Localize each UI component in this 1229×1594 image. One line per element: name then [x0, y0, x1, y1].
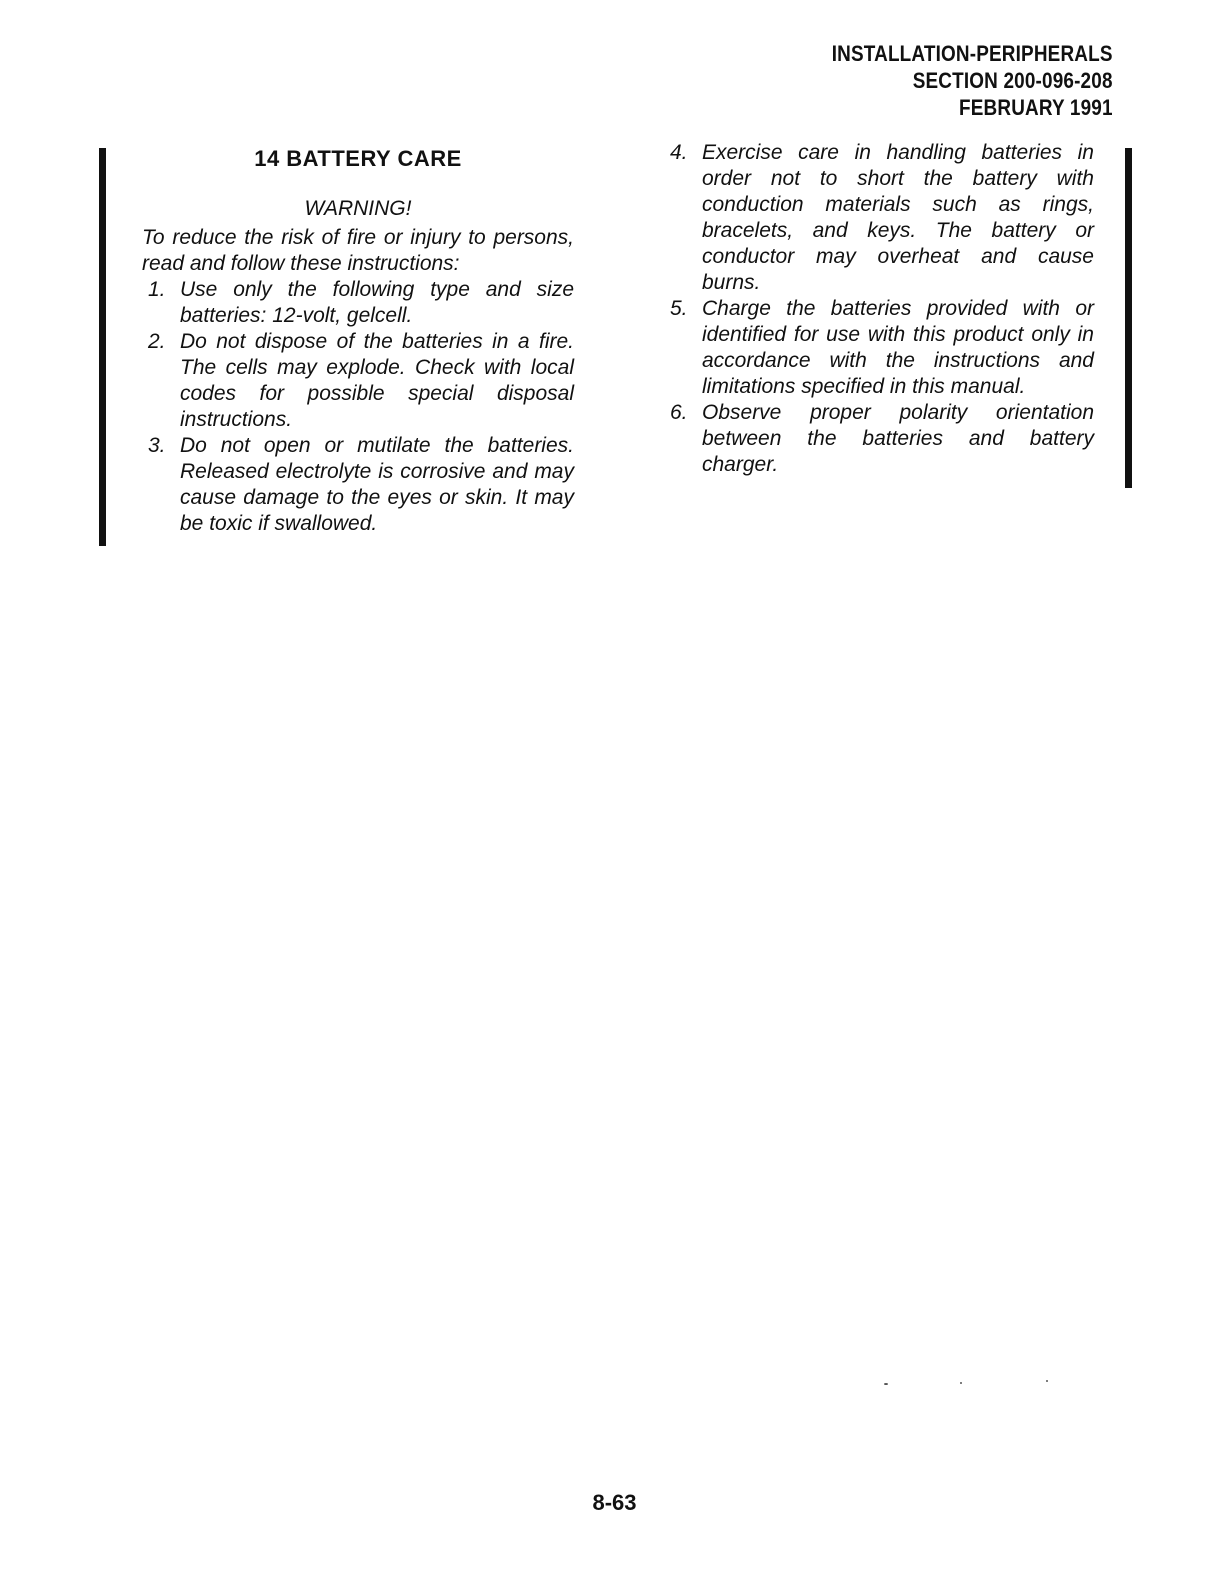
list-item-text: Do not open or mutilate the batteries. Released electrolyte is corrosive and may cause damage to the eyes or skin. It may be toxic if swallowed. [180, 434, 574, 535]
list-item-number: 4. [670, 141, 688, 164]
list-item-number: 1. [148, 278, 166, 301]
list-item-text: Use only the following type and size batteries: 12-volt, gelcell. [180, 278, 574, 327]
change-bar-right [1125, 148, 1132, 488]
list-item [664, 140, 1094, 296]
change-bar-left [99, 148, 106, 546]
scan-speck [1046, 1380, 1048, 1382]
list-item [142, 433, 574, 537]
left-column [142, 140, 574, 537]
list-item-text: Observe proper polarity orientation between the batteries and battery charger. [702, 401, 1094, 476]
scan-speck [960, 1382, 962, 1384]
right-column [664, 140, 1094, 478]
header-section: SECTION 200-096-208 [913, 68, 1113, 93]
list-item [664, 296, 1094, 400]
document-header [832, 40, 1113, 121]
instruction-list-right [664, 140, 1094, 478]
list-item-number: 6. [670, 401, 688, 424]
list-item-number: 5. [670, 297, 688, 320]
list-item [142, 329, 574, 433]
header-series: INSTALLATION-PERIPHERALS [832, 41, 1113, 66]
list-item-number: 3. [148, 434, 166, 457]
header-date: FEBRUARY 1991 [959, 95, 1113, 120]
list-item [142, 277, 574, 329]
list-item-text: Do not dispose of the batteries in a fire. The cells may explode. Check with local codes for possible special disposal instructions. [180, 330, 574, 431]
list-item-text: Charge the batteries provided with or identified for use with this product only in accordance with the instructions and limitations specified in this manual. [702, 297, 1094, 398]
instruction-list-left [142, 277, 574, 537]
page-number: 8-63 [592, 1490, 637, 1515]
list-item [664, 400, 1094, 478]
warning-intro: To reduce the risk of fire or injury to persons, read and follow these instructions: [142, 226, 574, 275]
section-title: 14 BATTERY CARE [254, 146, 462, 171]
warning-title: WARNING! [304, 197, 412, 220]
list-item-text: Exercise care in handling batteries in order not to short the battery with conduction materials such as rings, bracelets, and keys. The battery or conductor may overheat and cause burns. [702, 141, 1094, 294]
list-item-number: 2. [148, 330, 166, 353]
scan-speck [884, 1383, 888, 1385]
